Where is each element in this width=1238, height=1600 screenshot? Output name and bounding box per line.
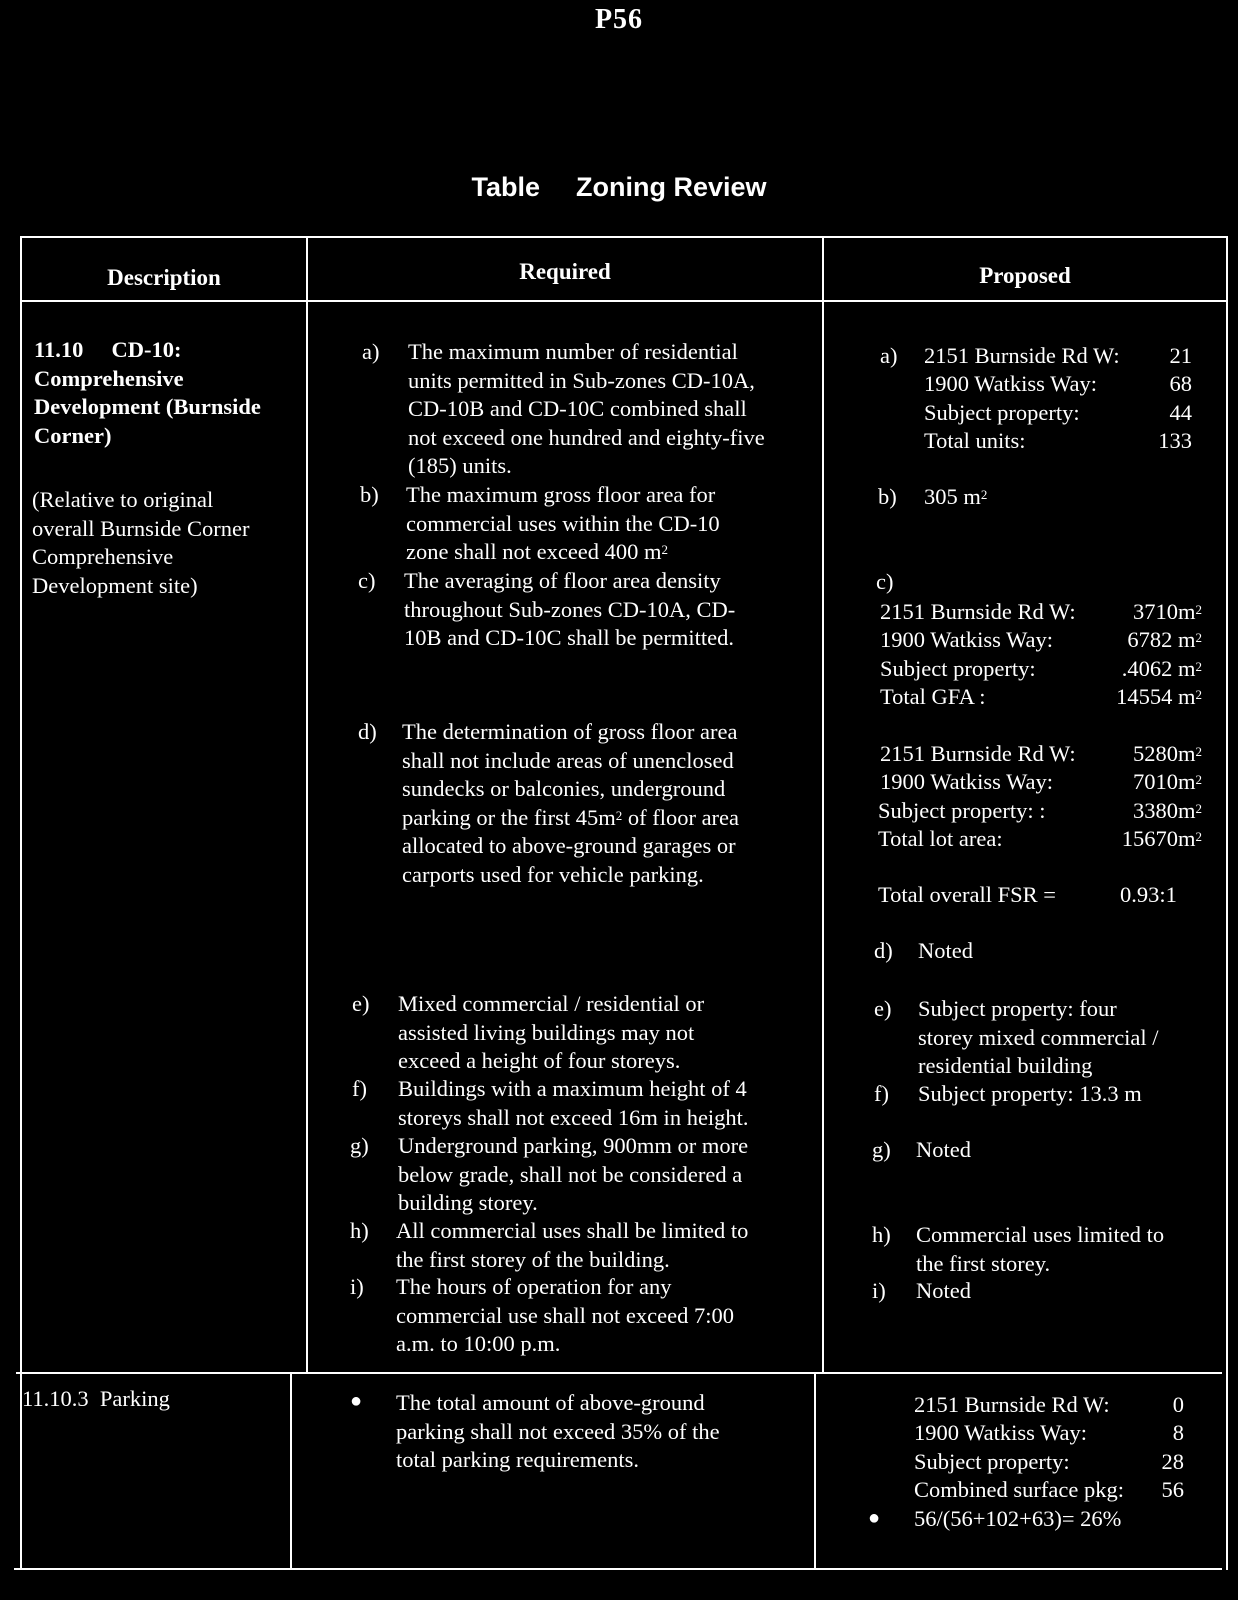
proposed-d-value: Noted	[918, 938, 973, 963]
proposed-a-label: a)	[880, 343, 898, 368]
proposed-g-label: g)	[872, 1137, 891, 1162]
header-proposed: Proposed	[979, 263, 1071, 288]
required-b-text: The maximum gross floor area for commercial uses within the CD-10 zone shall not exceed 400 $m^2$	[406, 482, 720, 564]
column-divider-1	[306, 236, 308, 1372]
required-a-label: a)	[362, 339, 380, 364]
proposed-lot-row: Total lot area: $15670m^2$	[878, 826, 1202, 851]
table-border-left	[20, 236, 22, 1570]
proposed-a-row: 2151 Burnside Rd W: 21	[924, 343, 1192, 368]
proposed-c-row: Total GFA : 14554 $m^2$	[880, 684, 1202, 709]
header-required: Required	[519, 259, 611, 284]
table-title-right: Zoning Review	[575, 172, 767, 202]
table-title-left: Table	[471, 172, 540, 202]
proposed-h-text: Commercial uses limited to the first storey.	[916, 1222, 1165, 1276]
required-f-text: Buildings with a maximum height of 4 storeys shall not exceed 16m in height.	[398, 1076, 749, 1130]
proposed-c-label: c)	[876, 569, 894, 594]
table-border-right	[1226, 236, 1228, 1570]
required-d-text: The determination of gross floor area shall not include areas of unenclosed sundecks or balconies, underground parking or the first $45m^2$ of floor area allocated to above-ground garages or carports used for vehicle parking.	[402, 719, 740, 887]
required-b-label: b)	[360, 482, 379, 507]
header-separator	[20, 300, 1228, 302]
required-i-label: i)	[350, 1274, 364, 1299]
parking-proposed-row: 2151 Burnside Rd W: 0	[914, 1392, 1184, 1417]
proposed-f-label: f)	[874, 1081, 889, 1106]
required-e-text: Mixed commercial / residential or assisted living buildings may not exceed a height of four storeys.	[398, 991, 705, 1073]
proposed-b-label: b)	[878, 484, 897, 509]
proposed-a-row: Subject property: 44	[924, 400, 1192, 425]
table-border-bottom	[14, 1568, 1222, 1570]
proposed-c-row: 2151 Burnside Rd W: $3710m^2$	[880, 599, 1202, 624]
required-d-label: d)	[358, 719, 377, 744]
column-divider-1-lower	[290, 1372, 292, 1570]
proposed-f-value: Subject property: 13.3 m	[918, 1081, 1142, 1106]
required-h-label: h)	[350, 1218, 369, 1243]
proposed-g-value: Noted	[916, 1137, 971, 1162]
required-i-text: The hours of operation for any commercial use shall not exceed 7:00 a.m. to 10:00 p.m.	[396, 1274, 735, 1356]
parking-proposed-ratio: 56/(56+102+63)= 26%	[914, 1506, 1122, 1531]
description-note: (Relative to original overall Burnside Corner Comprehensive Development site)	[32, 487, 250, 598]
required-c-label: c)	[358, 568, 376, 593]
proposed-i-label: i)	[872, 1278, 886, 1303]
column-divider-2-lower	[814, 1372, 816, 1570]
required-h-text: All commercial uses shall be limited to the first storey of the building.	[396, 1218, 749, 1272]
description-title: 11.10 CD-10: Comprehensive Development (Burnside Corner)	[34, 337, 261, 448]
proposed-a-row: 1900 Watkiss Way: 68	[924, 371, 1192, 396]
header-description: Description	[107, 265, 221, 290]
proposed-fsr-label: Total overall FSR =	[878, 882, 1056, 907]
table-border-top	[22, 236, 1228, 238]
proposed-c-row: Subject property: .4062 $m^2$	[880, 656, 1202, 681]
parking-required-bullet: ●	[350, 1390, 363, 1412]
parking-proposed-row: Combined surface pkg: 56	[914, 1477, 1184, 1502]
required-a-text: The maximum number of residential units permitted in Sub-zones CD-10A, CD-10B and CD-10C combined shall not exceed one hundred and eighty-five (185) units.	[408, 339, 765, 478]
proposed-h-label: h)	[872, 1222, 891, 1247]
proposed-e-text: Subject property: four storey mixed commercial / residential building	[918, 996, 1159, 1078]
parking-proposed-bullet: ●	[868, 1507, 881, 1529]
row-separator	[16, 1372, 1222, 1374]
column-divider-2	[822, 236, 824, 1372]
proposed-i-value: Noted	[916, 1278, 971, 1303]
proposed-lot-row: 1900 Watkiss Way: $7010m^2$	[880, 769, 1202, 794]
parking-required-text: The total amount of above-ground parking shall not exceed 35% of the total parking requirements.	[396, 1390, 720, 1472]
proposed-b-value: 305 $m^2$	[924, 484, 988, 509]
proposed-lot-row: 2151 Burnside Rd W: $5280m^2$	[880, 741, 1202, 766]
parking-description: 11.10.3 Parking	[22, 1386, 170, 1411]
required-c-text: The averaging of floor area density throughout Sub-zones CD-10A, CD- 10B and CD-10C shall be permitted.	[404, 568, 736, 650]
proposed-a-row: Total units: 133	[924, 428, 1192, 453]
proposed-e-label: e)	[874, 996, 892, 1021]
page-number: P56	[594, 4, 644, 35]
parking-proposed-row: Subject property: 28	[914, 1449, 1184, 1474]
table-title	[0, 172, 1238, 203]
required-g-text: Underground parking, 900mm or more below grade, shall not be considered a building storey.	[398, 1133, 749, 1215]
proposed-d-label: d)	[874, 938, 893, 963]
required-g-label: g)	[350, 1133, 369, 1158]
proposed-fsr-value: 0.93:1	[1120, 882, 1177, 907]
proposed-c-row: 1900 Watkiss Way: 6782 $m^2$	[880, 627, 1202, 652]
required-e-label: e)	[352, 991, 370, 1016]
proposed-lot-row: Subject property: : $3380m^2$	[878, 798, 1202, 823]
required-f-label: f)	[352, 1076, 367, 1101]
parking-proposed-row: 1900 Watkiss Way: 8	[914, 1420, 1184, 1445]
